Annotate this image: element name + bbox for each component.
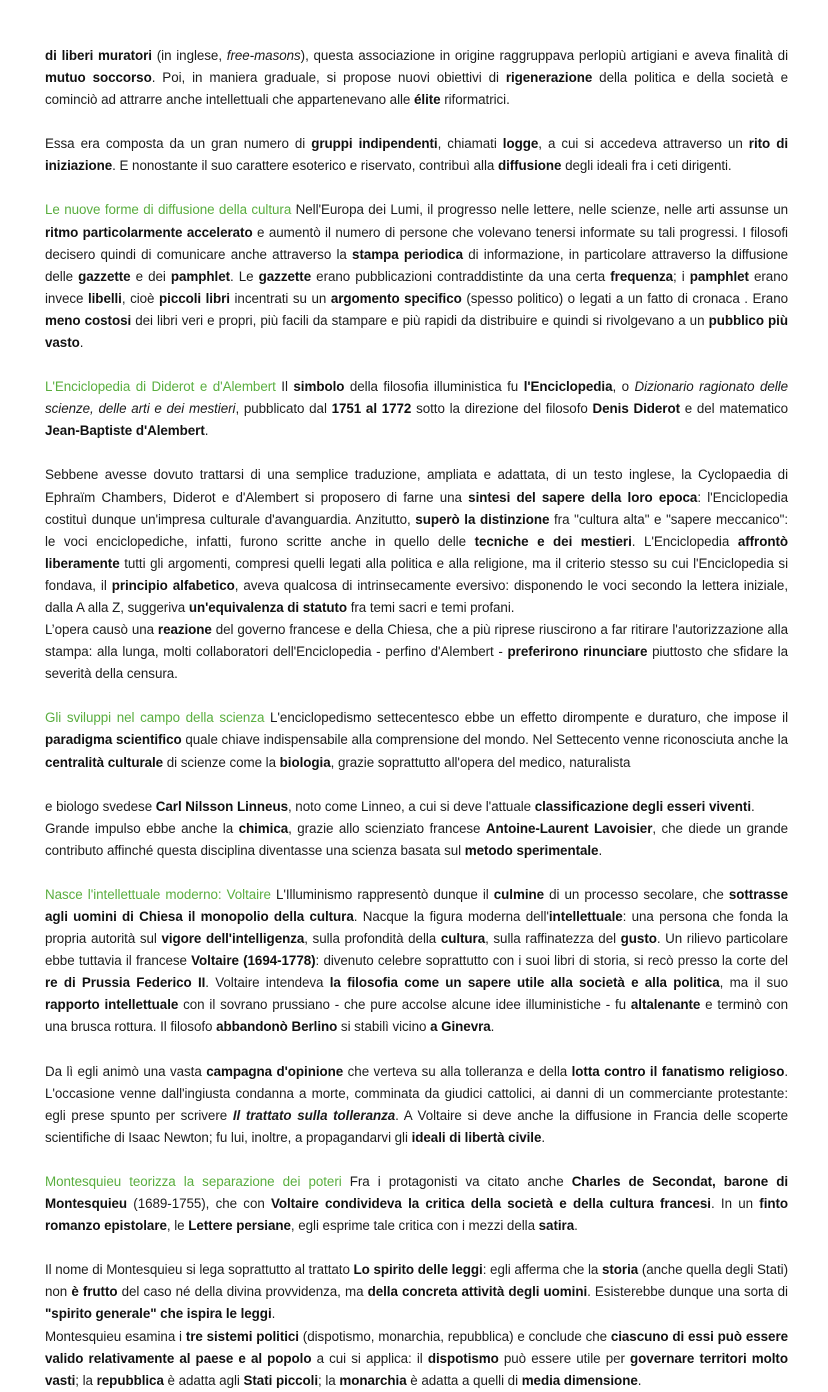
bold-text-run: biologia — [279, 754, 331, 770]
text-run: , che diede un grande contributo affinché questa disciplina diventasse una scienza basata sul — [45, 820, 789, 858]
bold-text-run: la filosofia come un sapere utile alla società e alla politica — [329, 975, 720, 991]
text-run: : una persona che fonda la propria autorità sul — [45, 909, 789, 947]
bold-text-run: Charles de Secondat, barone di Montesquieu — [45, 1173, 788, 1212]
text-run: del caso né della divina provvidenza, ma — [117, 1284, 368, 1300]
text-run: . Esisterebbe dunque una sorta di — [587, 1284, 788, 1300]
text-run: è adatta agli — [163, 1372, 244, 1388]
bold-text-run: finto romanzo epistolare — [45, 1196, 789, 1234]
italic-text-run: free-masons — [226, 48, 301, 63]
bold-text-run: frequenza — [610, 268, 674, 284]
text-run: , pubblicato dal — [235, 401, 332, 417]
text-run: erano invece — [45, 268, 788, 306]
section-paragraph-with-heading — [45, 199, 788, 354]
paragraph — [45, 45, 788, 111]
bold-text-run: Voltaire (1694-1778) — [191, 953, 316, 969]
bold-text-run: gazzette — [258, 268, 312, 284]
bold-text-run: argomento specifico — [330, 290, 462, 306]
text-run: e dei — [130, 268, 171, 284]
text-run: è adatta a quelli di — [406, 1372, 522, 1388]
bold-text-run: abbandonò Berlino — [216, 1019, 338, 1035]
bold-text-run: logge — [502, 136, 539, 152]
text-run: si stabilì vicino — [337, 1019, 431, 1035]
section-heading: Montesquieu teorizza la separazione dei poteri — [45, 1173, 342, 1189]
text-run: , sulla profondità della — [304, 931, 441, 947]
text-run: e aumentò il numero di persone che volevano tenersi informate su tali progressi. I filosofi decisero quindi di comunicare anche attraverso la — [45, 224, 788, 262]
bold-text-run: dispotismo — [427, 1350, 499, 1366]
bold-text-run: stampa periodica — [352, 246, 463, 262]
text-run: Il — [275, 379, 294, 395]
text-run: . — [574, 1218, 578, 1234]
text-run: Grande impulso ebbe anche la — [45, 820, 239, 836]
bold-text-run: diffusione — [497, 158, 562, 174]
text-run: sotto la direzione del filosofo — [411, 401, 593, 417]
text-run: di scienze come la — [163, 754, 280, 770]
text-run: Sebbene avesse dovuto trattarsi di una semplice traduzione, ampliata e adattata, di un testo inglese, la Cyclopaedia di Ephraïm Chambers, Diderot e d'Alembert si proposero di farne una — [45, 467, 788, 505]
text-run: , le — [166, 1218, 189, 1234]
bold-text-run: gazzette — [78, 268, 131, 284]
bold-text-run: repubblica — [96, 1372, 164, 1388]
bold-text-run: Carl Nilsson Linneus — [155, 798, 288, 814]
bold-text-run: affrontò liberamente — [45, 533, 788, 571]
bold-text-run: 1751 al 1772 — [331, 401, 412, 417]
bold-text-run: un'equivalenza di statuto — [188, 599, 348, 615]
bold-italic-text-run: Il trattato sulla tolleranza — [232, 1107, 396, 1123]
bold-text-run: ideali di libertà civile — [411, 1129, 542, 1145]
text-run: . E nonostante il suo carattere esoterico e riservato, contribuì alla — [112, 158, 498, 174]
bold-text-run: gusto — [620, 931, 657, 947]
bold-text-run: "spirito generale" che ispira le leggi — [45, 1306, 272, 1322]
text-run: , chiamati — [437, 136, 503, 152]
bold-text-run: tecniche e dei mestieri — [474, 533, 632, 549]
bold-text-run: monarchia — [339, 1372, 407, 1388]
bold-text-run: piccoli libri — [159, 290, 230, 306]
text-run: , grazie soprattutto all'opera del medico, naturalista — [330, 754, 631, 770]
text-run: riformatrici. — [440, 92, 510, 108]
bold-text-run: élite — [414, 92, 441, 108]
text-run: erano pubblicazioni contraddistinte da una certa — [311, 268, 611, 284]
text-run: . Nacque la figura moderna dell' — [353, 909, 549, 924]
text-run: , egli esprime tale critica con i mezzi della — [290, 1218, 539, 1234]
section-paragraph-with-heading — [45, 1171, 788, 1237]
text-run: . — [204, 423, 209, 439]
text-run: ), questa associazione in origine raggruppava perlopiù artigiani e aveva finalità di — [300, 48, 788, 63]
text-run: Essa era composta da un gran numero di — [45, 136, 312, 152]
text-run: . Voltaire intendeva — [205, 975, 330, 991]
text-run: . — [541, 1129, 546, 1145]
text-run: (spesso politico) o legati a un fatto di cronaca . Erano — [461, 290, 788, 306]
text-run: della filosofia illuministica fu — [344, 379, 524, 395]
bold-text-run: simbolo — [293, 379, 345, 395]
text-run: , cioè — [121, 290, 160, 306]
bold-text-run: vigore dell'intelligenza — [161, 931, 305, 947]
bold-text-run: altalenante — [630, 997, 701, 1013]
text-run: , a cui si accedeva attraverso un — [538, 136, 749, 152]
paragraph — [45, 133, 788, 177]
bold-text-run: storia — [602, 1262, 639, 1278]
text-run: : egli afferma che la — [482, 1262, 602, 1278]
bold-text-run: media dimensione — [521, 1372, 638, 1388]
bold-text-run: chimica — [238, 820, 289, 836]
text-run: ; la — [318, 1372, 340, 1388]
section-paragraph-with-heading — [45, 376, 788, 442]
bold-text-run: pamphlet — [689, 268, 749, 284]
paragraph — [45, 1259, 788, 1325]
text-run: L'Illuminismo rappresentò dunque il — [270, 886, 494, 902]
bold-text-run: rito di iniziazione — [45, 136, 788, 174]
bold-text-run: Antoine-Laurent Lavoisier — [485, 820, 653, 836]
bold-text-run: reazione — [157, 622, 212, 638]
text-run: tutti gli argomenti, compresi quelli legati alla politica e alla religione, ma il criterio stesso su cui l'Enciclopedia si fondava, il — [45, 555, 788, 593]
text-run: , ma il suo — [719, 975, 788, 991]
paragraph — [45, 1326, 788, 1392]
text-run: L'enciclopedismo settecentesco ebbe un effetto dirompente e duraturo, che impose il — [264, 710, 788, 726]
text-run: Montesquieu esamina i — [45, 1328, 186, 1344]
paragraph — [45, 1061, 788, 1149]
text-run: fra temi sacri e temi profani. — [347, 599, 515, 615]
bold-text-run: culmine — [493, 886, 545, 902]
paragraph — [45, 796, 788, 818]
text-run: Fra i protagonisti va citato anche — [341, 1173, 572, 1189]
bold-text-run: pamphlet — [170, 268, 231, 284]
bold-text-run: Stati piccoli — [243, 1372, 319, 1388]
text-run: e terminò con una brusca rottura. Il filosofo — [45, 997, 788, 1035]
bold-text-run: centralità culturale — [45, 754, 164, 770]
bold-text-run: Denis Diderot — [592, 401, 680, 417]
italic-text-run: Dizionario ragionato delle scienze, delle arti e dei mestieri — [45, 379, 788, 417]
text-run: degli ideali fra i ceti dirigenti. — [561, 158, 732, 174]
bold-text-run: della concreta attività degli uomini — [367, 1284, 588, 1300]
text-run: di un processo secolare, che — [544, 886, 729, 902]
paragraph — [45, 619, 788, 685]
text-run: , noto come Linneo, a cui si deve l'attuale — [287, 798, 535, 814]
bold-text-run: libelli — [87, 290, 122, 306]
bold-text-run: preferirono rinunciare — [507, 644, 648, 660]
bold-text-run: intellettuale — [548, 909, 623, 924]
text-run: incentrati su un — [229, 290, 331, 306]
paragraph — [45, 818, 788, 862]
text-run: ; i — [673, 268, 690, 284]
text-run: . In un — [710, 1196, 760, 1212]
text-run: dei libri veri e propri, più facili da stampare e più rapidi da distribuire e quindi si rivolgevano a un — [131, 312, 709, 328]
bold-text-run: l'Enciclopedia — [523, 379, 613, 395]
text-run: . — [271, 1306, 276, 1322]
text-run: (dispotismo, monarchia, repubblica) e conclude che — [298, 1328, 611, 1344]
text-run: , sulla raffinatezza del — [485, 931, 621, 947]
text-run: : divenuto celebre soprattutto con i suoi libri di storia, si recò presso la corte del — [315, 953, 788, 969]
text-run: Nell'Europa dei Lumi, il progresso nelle lettere, nelle scienze, nelle arti assunse un — [291, 202, 788, 218]
text-run: Da lì egli animò una vasta — [45, 1063, 207, 1079]
text-run: della politica e della società e cominciò ad attrarre anche intellettuali che appartenevano alle — [45, 70, 788, 108]
bold-text-run: classificazione degli esseri viventi — [534, 798, 752, 814]
bold-text-run: Lettere persiane — [188, 1218, 291, 1234]
section-heading: Le nuove forme di diffusione della cultura — [45, 202, 292, 218]
bold-text-run: ritmo particolarmente accelerato — [45, 224, 253, 240]
bold-text-run: Lo spirito delle leggi — [353, 1262, 483, 1278]
text-run: . L'occasione venne dall'ingiusta condanna a morte, comminata da giudici cattolici, ai danni di un commerciante protestante: egli prese spunto per scrivere — [45, 1063, 789, 1123]
text-run: quale chiave indispensabile alla comprensione del mondo. Nel Settecento venne riconosciuta anche la — [181, 732, 788, 748]
bold-text-run: sottrasse agli uomini di Chiesa il monopolio della cultura — [45, 886, 788, 924]
section-heading: L'Enciclopedia di Diderot e d'Alembert — [45, 379, 276, 395]
bold-text-run: sintesi del sapere della loro epoca — [468, 489, 698, 505]
bold-text-run: a Ginevra — [430, 1019, 491, 1035]
text-run: (in inglese, — [151, 48, 227, 63]
text-run: . — [490, 1019, 495, 1035]
section-paragraph-with-heading — [45, 707, 788, 773]
text-run: , aveva qualcosa di intrinsecamente eversivo: disponendo le voci secondo la lettera iniziale, dalla A alla Z, suggeriva — [45, 577, 789, 615]
text-run: Il nome di Montesquieu si lega soprattutto al trattato — [45, 1262, 354, 1278]
text-run: con il sovrano prussiano - che pure accolse alcune idee illuministiche - fu — [178, 997, 631, 1013]
text-run: fra "cultura alta" e "sapere meccanico": le voci enciclopediche, infatti, furono scritte anche in quello delle — [45, 511, 788, 549]
bold-text-run: Voltaire condivideva la critica della società e della cultura francesi — [271, 1196, 711, 1212]
text-run: (1689-1755), che con — [127, 1196, 271, 1212]
bold-text-run: campagna d'opinione — [206, 1063, 344, 1079]
text-run: . — [79, 335, 84, 351]
bold-text-run: metodo sperimentale — [464, 842, 599, 858]
text-run: . — [637, 1372, 642, 1388]
text-run: . — [598, 842, 603, 858]
section-heading: Gli sviluppi nel campo della scienza — [45, 710, 265, 726]
text-run: e biologo svedese — [45, 798, 156, 814]
bold-text-run: è frutto — [71, 1284, 118, 1300]
bold-text-run: lotta contro il fanatismo religioso — [571, 1063, 785, 1079]
text-run: . A Voltaire si deve anche la diffusione in Francia delle scoperte scientifiche di Isaac Newton; fu lui, inoltre, a propagandarvi gli — [45, 1107, 788, 1145]
bold-text-run: cultura — [440, 931, 486, 947]
text-run: : l'Enciclopedia costituì dunque un'impresa culturale d'avanguardia. Anzitutto, — [45, 489, 788, 527]
text-run: ; la — [75, 1372, 97, 1388]
text-run: . L'Enciclopedia — [631, 533, 738, 549]
paragraph — [45, 464, 788, 619]
section-paragraph-with-heading — [45, 884, 788, 1039]
text-run: piuttosto che sfidare la severità della censura. — [45, 644, 788, 682]
bold-text-run: governare territori molto vasti — [45, 1350, 788, 1388]
text-run: . — [751, 798, 755, 814]
document-body — [45, 45, 788, 1392]
bold-text-run: paradigma scientifico — [45, 732, 182, 748]
text-run: di informazione, in particolare attraverso la diffusione delle — [45, 246, 789, 284]
text-run: a cui si applica: il — [311, 1350, 428, 1366]
bold-text-run: re di Prussia Federico II — [45, 975, 206, 991]
text-run: può essere utile per — [498, 1350, 631, 1366]
text-run: . Poi, in maniera graduale, si propose nuovi obiettivi di — [151, 70, 506, 86]
bold-text-run: principio alfabetico — [111, 577, 235, 593]
text-run: (anche quella degli Stati) non — [45, 1262, 788, 1300]
bold-text-run: gruppi indipendenti — [311, 136, 438, 152]
text-run: e del matematico — [680, 401, 789, 417]
text-run: . Un rilievo particolare ebbe tuttavia il francese — [45, 931, 789, 969]
bold-text-run: Jean-Baptiste d'Alembert — [45, 423, 205, 439]
bold-text-run: di liberi muratori — [45, 48, 152, 63]
bold-text-run: rigenerazione — [505, 70, 593, 86]
text-run: che verteva su alla tolleranza e della — [343, 1063, 572, 1079]
bold-text-run: ciascuno di essi può essere valido relativamente al paese e al popolo — [45, 1328, 789, 1366]
bold-text-run: superò la distinzione — [415, 511, 550, 527]
bold-text-run: pubblico più vasto — [45, 312, 788, 351]
text-run: . Le — [230, 268, 259, 284]
bold-text-run: mutuo soccorso — [45, 70, 152, 86]
text-run: , grazie allo scienziato francese — [288, 820, 486, 836]
text-run: , o — [612, 379, 635, 395]
bold-text-run: satira — [538, 1218, 575, 1234]
section-heading: Nasce l'intellettuale moderno: Voltaire — [45, 886, 271, 902]
text-run: L’opera causò una — [45, 622, 158, 638]
text-run: del governo francese e della Chiesa, che a più riprese riuscirono a far ritirare l'autorizzazione alla stampa: alla lunga, molti collaboratori dell'Enciclopedia - perfino d'Alembert - — [45, 622, 788, 660]
bold-text-run: meno costosi — [45, 312, 132, 328]
bold-text-run: rapporto intellettuale — [45, 997, 179, 1013]
bold-text-run: tre sistemi politici — [185, 1328, 299, 1344]
